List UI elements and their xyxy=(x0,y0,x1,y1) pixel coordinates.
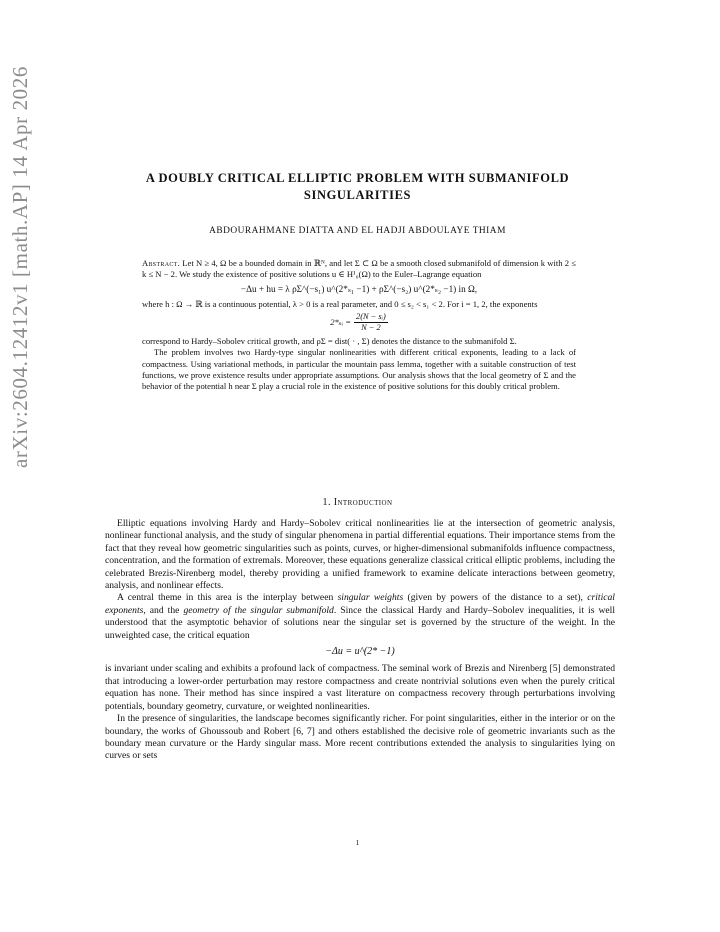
exponent-fraction xyxy=(354,312,388,333)
abstract-paragraph-1: Let N ≥ 4, Ω be a bounded domain in ℝᴺ, and let Σ ⊂ Ω be a smooth closed submanifold of dimension k with 2 ≤ k ≤ N − 2. We study the existence of positive solutions u ∈ H¹₀(Ω) to the Euler–Lagrange equation xyxy=(142,258,576,280)
abstract-paragraph-3: correspond to Hardy–Sobolev critical growth, and ρΣ = dist( · , Σ) denotes the distance to the submanifold Σ. xyxy=(142,336,517,347)
exponent-lhs: 2*ₛᵢ = xyxy=(330,317,351,328)
intro-p2-text-c: , and the xyxy=(143,604,184,616)
abstract-paragraph-2: where h : Ω → ℝ is a continuous potential, λ > 0 is a real parameter, and 0 ≤ s₂ < s₁ < 2. For i = 1, 2, the exponents xyxy=(142,299,538,310)
abstract-heading: Abstract. xyxy=(142,258,181,268)
exponent-formula xyxy=(142,312,576,333)
section-heading: 1. Introduction xyxy=(322,497,393,508)
paper-title: A DOUBLY CRITICAL ELLIPTIC PROBLEM WITH SUBMANIFOLD SINGULARITIES xyxy=(145,171,570,202)
critical-equation: −Δu = u^(2* −1) xyxy=(325,646,395,658)
intro-p2-text-a: A central theme in this area is the interplay between xyxy=(117,592,338,604)
arxiv-identifier: arXiv:2604.12412v1 [math.AP] 14 Apr 2026 xyxy=(8,66,32,468)
intro-paragraph-2 xyxy=(105,592,615,642)
author-list: ABDOURAHMANE DIATTA AND EL HADJI ABDOULAYE THIAM xyxy=(209,226,506,236)
intro-paragraph-1: Elliptic equations involving Hardy and Hardy–Sobolev critical nonlinearities lie at the intersection of geometric analysis, nonlinear functional analysis, and the study of singular phenomena in partial differential equations. Their importance stems from the fact that they reveal how geometric singularities such as points, curves, or higher-dimensional submanifolds influence compactness, concentration, and the formation of extremals. Moreover, these equations generalize classical critical elliptic problems, including the celebrated Brezis-Nirenberg model, thereby providing a unified framework to examine delicate interactions between geometry, analysis, and nonlinear effects. xyxy=(105,518,615,592)
abstract xyxy=(142,258,576,392)
intro-p2-emphasis-2: critical exponents xyxy=(105,592,615,616)
intro-paragraph-4: In the presence of singularities, the landscape becomes significantly richer. For point singularities, either in the interior or on the boundary, the works of Ghoussoub and Robert [6, 7] and others established the decisive role of geometric invariants such as the boundary mean curvature or the Hardy singular mass. More recent contributions extended the analysis to singularities lying on curves or sets xyxy=(105,713,615,762)
exponent-numerator: 2(N − sᵢ) xyxy=(356,312,386,322)
intro-p2-emphasis-3: geometry of the singular submanifold xyxy=(183,604,334,616)
intro-paragraph-3: is invariant under scaling and exhibits a profound lack of compactness. The seminal work of Brezis and Nirenberg [5] demonstrated that introducing a lower-order perturbation may restore compactness and create nontrivial solutions even when the purely critical equation has none. Their method has since inspired a vast literature on compactness recovery through perturbations involving potentials, boundary geometry, curvature, or weighted nonlinearities. xyxy=(105,663,615,712)
intro-p2-text-b: (given by powers of the distance to a set), xyxy=(403,592,588,604)
page-number: 1 xyxy=(355,838,360,847)
intro-p2-emphasis-1: singular weights xyxy=(337,592,404,604)
introduction-body xyxy=(105,518,615,763)
intro-p2-text-d: . Since the classical Hardy and Hardy–Sobolev inequalities, it is well understood that the asymptotic behavior of solutions near the singular set is governed by the structure of the weight. In the unweighted case, the critical equation xyxy=(105,604,615,641)
exponent-denominator: N − 2 xyxy=(361,323,381,333)
abstract-equation: −Δu + hu = λ ρΣ^(−s₁) u^(2*ₛ₁ −1) + ρΣ^(−s₂) u^(2*ₛ₂ −1) in Ω, xyxy=(240,284,478,295)
abstract-paragraph-4: The problem involves two Hardy-type singular nonlinearities with different critical exponents, leading to a lack of compactness. Using variational methods, in particular the mountain pass lemma, together with a suitable construction of test functions, we prove existence results under appropriate assumptions. Our analysis shows that the local geometry of Σ and the behavior of the potential h near Σ play a crucial role in the existence of positive solutions for this doubly critical problem. xyxy=(142,347,576,391)
